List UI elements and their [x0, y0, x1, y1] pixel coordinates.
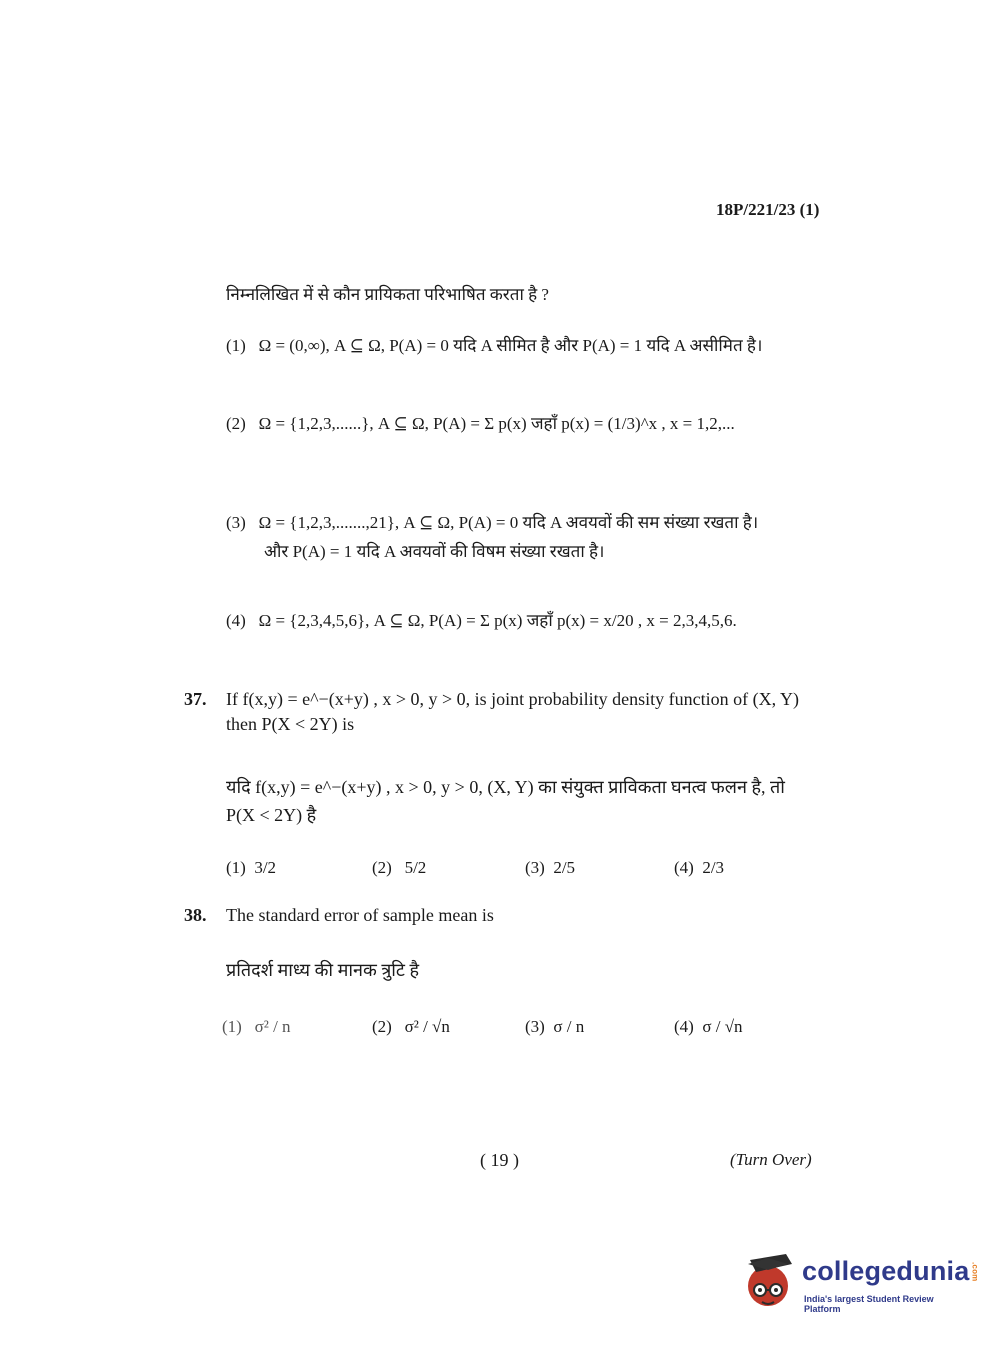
option-number: (4) — [226, 611, 246, 630]
q38-option-2 — [372, 1017, 450, 1037]
q38-number: 38. — [184, 905, 207, 925]
q37-option-2 — [372, 858, 426, 878]
q37-line-1: If f(x,y) = e^−(x+y) , x > 0, y > 0, is joint probability density function of (X, Y) — [226, 689, 799, 709]
q37-hindi-line-2: P(X < 2Y) है — [226, 805, 317, 825]
option-number: (3) — [226, 513, 246, 532]
brand-tagline: India's largest Student Review Platform — [804, 1294, 934, 1314]
q36-option-2 — [226, 411, 735, 434]
q38-option-4 — [674, 1017, 743, 1037]
q38-option-1 — [222, 1017, 291, 1037]
option-text: Ω = {2,3,4,5,6}, A ⊆ Ω, P(A) = Σ p(x) जहाँ p(x) = x/20 , x = 2,3,4,5,6. — [258, 611, 737, 630]
q38-option-3 — [525, 1017, 584, 1037]
option-number: (4) — [674, 858, 694, 877]
q37-hindi-line-1: यदि f(x,y) = e^−(x+y) , x > 0, y > 0, (X, Y) का संयुक्त प्राविकता घनत्व फलन है, तो — [226, 777, 785, 797]
option-text: Ω = {1,2,3,.......,21}, A ⊆ Ω, P(A) = 0 यदि A अवयवों की सम संख्या रखता है। — [258, 513, 759, 532]
turn-over-label: (Turn Over) — [730, 1150, 812, 1169]
q36-question-hindi: निम्नलिखित में से कौन प्रायिकता परिभाषित करता है ? — [226, 285, 549, 304]
q37-option-3 — [525, 858, 575, 878]
page-number: ( 19 ) — [480, 1150, 519, 1170]
brand-name — [802, 1256, 980, 1287]
q38-hindi-line-1: प्रतिदर्श माध्य की मानक त्रुटि है — [226, 960, 420, 980]
option-text: σ² / n — [254, 1017, 291, 1036]
option-number: (3) — [525, 858, 545, 877]
q37-option-1 — [226, 858, 276, 878]
option-number: (2) — [372, 858, 392, 877]
option-text: 5/2 — [404, 858, 427, 877]
option-number: (2) — [372, 1017, 392, 1036]
q37-line-2: then P(X < 2Y) is — [226, 714, 355, 734]
q37-number: 37. — [184, 689, 207, 709]
paper-code: 18P/221/23 (1) — [716, 200, 820, 219]
option-number: (3) — [525, 1017, 545, 1036]
q36-option-3 — [226, 510, 758, 533]
option-number: (1) — [226, 336, 246, 355]
q37-option-4 — [674, 858, 724, 878]
option-text: 2/5 — [553, 858, 576, 877]
option-number: (2) — [226, 414, 246, 433]
q36-option-4 — [226, 608, 737, 631]
brand-com: .com — [970, 1262, 980, 1282]
q38-line-1: The standard error of sample mean is — [226, 905, 494, 925]
option-number: (1) — [226, 858, 246, 877]
q36-option-3-line-2: और P(A) = 1 यदि A अवयवों की विषम संख्या रखता है। — [264, 542, 605, 561]
option-text: 2/3 — [702, 858, 725, 877]
option-text: σ / n — [553, 1017, 585, 1036]
option-text: Ω = {1,2,3,......}, A ⊆ Ω, P(A) = Σ p(x) जहाँ p(x) = (1/3)^x , x = 1,2,... — [258, 414, 735, 433]
student-mascot-icon — [742, 1250, 798, 1312]
option-text: σ² / √n — [404, 1017, 450, 1036]
option-text: 3/2 — [254, 858, 277, 877]
option-number: (4) — [674, 1017, 694, 1036]
brand-text: collegedunia — [802, 1256, 970, 1286]
option-text: σ / √n — [702, 1017, 743, 1036]
collegedunia-logo — [742, 1250, 980, 1316]
option-number: (1) — [222, 1017, 242, 1036]
q36-option-1 — [226, 333, 762, 356]
option-text: Ω = (0,∞), A ⊆ Ω, P(A) = 0 यदि A सीमित है और P(A) = 1 यदि A असीमित है। — [258, 336, 763, 355]
